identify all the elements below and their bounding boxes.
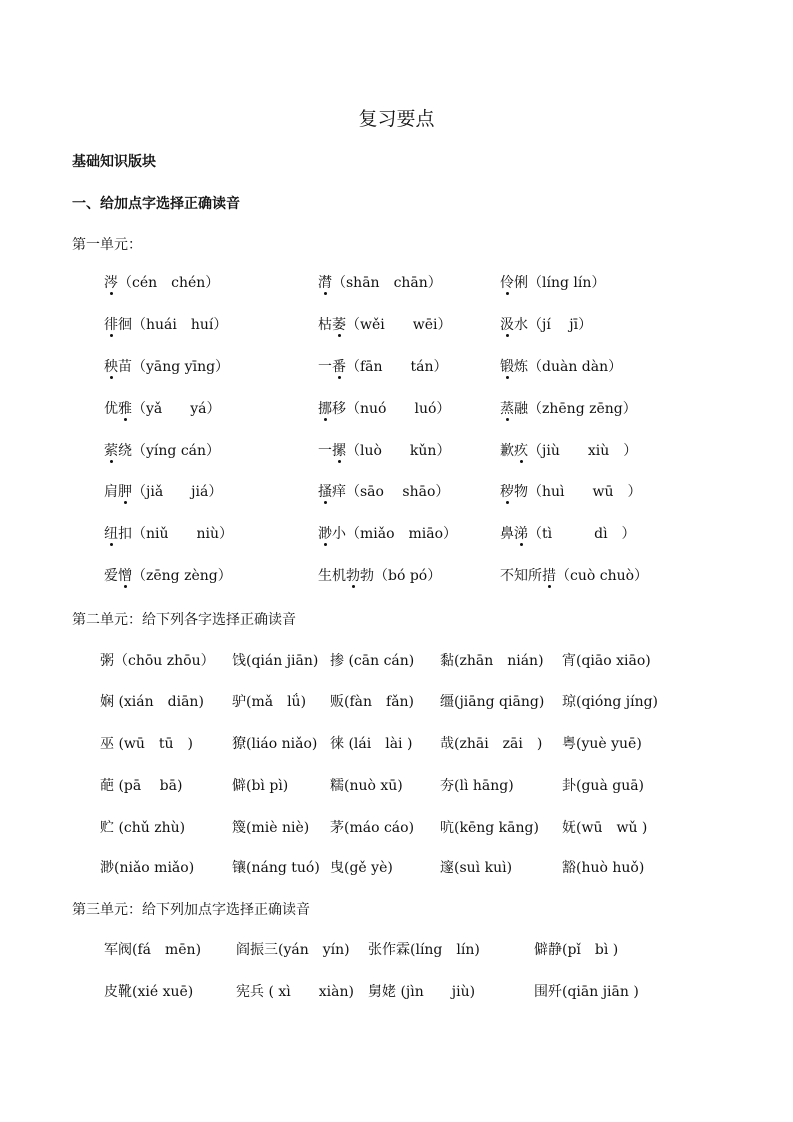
unit2-label: 第二单元：给下列各字选择正确读音 [72,612,296,628]
unit2-item: 獠(liáo niǎo) [232,736,318,752]
unit1-item: 优雅（yǎ yá） [104,401,221,417]
unit3-label: 第三单元：给下列加点字选择正确读音 [72,902,310,918]
unit1-item: 汲水（jí jī） [500,317,593,333]
unit2-item: 镶(náng tuó) [232,860,320,876]
unit3-item: 阎振三(yán yín) [236,942,350,958]
unit2-item: 僻(bì pì) [232,778,289,794]
unit1-item: 涔（cén chén） [104,275,220,291]
unit1-item: 生机勃勃（bó pó） [318,568,442,584]
unit1-item: 鼻涕（tì dì ） [500,526,636,542]
unit1-item: 萦绕（yíng cán） [104,443,221,459]
unit2-item: 粥（chōu zhōu） [100,653,215,669]
unit1-item: 潸（shān chān） [318,275,442,291]
unit2-item: 夯(lì hāng) [440,778,514,794]
unit1-item: 挪移（nuó luó） [318,401,451,417]
unit2-item: 哉(zhāi zāi ) [440,736,543,752]
unit2-item: 吭(kēng kāng) [440,820,539,836]
unit1-item: 歉疚（jiù xiù ） [500,443,638,459]
unit1-item: 不知所措（cuò chuò） [500,568,649,584]
unit2-item: 宵(qiāo xiāo) [562,653,651,669]
unit1-item: 伶俐（líng lín） [500,275,606,291]
unit2-item: 饯(qián jiān) [232,653,319,669]
unit3-item: 围歼(qiān jiān ) [534,984,639,1000]
unit1-item: 秧苗（yāng yīng） [104,359,230,375]
unit2-item: 黏(zhān nián) [440,653,544,669]
unit2-item: 渺(niǎo miǎo) [100,860,195,876]
unit3-item: 舅姥 (jìn jiù) [368,984,476,1000]
unit1-item: 纽扣（niǔ niù） [104,526,234,542]
unit1-item: 蒸融（zhēng zēng） [500,401,637,417]
unit2-item: 豁(huò huǒ) [562,860,645,876]
unit2-item: 篾(miè niè) [232,820,310,836]
unit1-item: 渺小（miǎo miāo） [318,526,458,542]
unit2-item: 徕 (lái lài ) [330,736,413,752]
unit2-item: 茅(máo cáo) [330,820,415,836]
unit2-item: 贩(fàn fǎn) [330,694,415,710]
unit2-item: 贮 (chǔ zhù) [100,820,186,836]
unit2-item: 粤(yuè yuē) [562,736,642,752]
unit2-item: 巫 (wū tū ) [100,736,194,752]
unit2-item: 糯(nuò xū) [330,778,403,794]
unit3-item: 宪兵 ( xì xiàn) [236,984,354,1000]
unit1-item: 爱憎（zēng zèng） [104,568,232,584]
unit1-item: 一摞（luò kǔn） [318,443,451,459]
unit2-item: 驴(mǎ lǘ) [232,694,307,710]
unit1-item: 枯萎（wěi wēi） [318,317,452,333]
unit2-item: 妩(wū wǔ ) [562,820,648,836]
unit2-item: 葩 (pā bā) [100,778,183,794]
unit1-item: 一番（fān tán） [318,359,448,375]
unit1-item: 徘徊（huái huí） [104,317,228,333]
page-title: 复习要点 [358,108,435,130]
unit2-item: 邃(suì kuì) [440,860,513,876]
unit2-item: 曳(gě yè) [330,860,393,876]
part-heading: 一、给加点字选择正确读音 [72,196,240,212]
section-heading: 基础知识版块 [72,154,156,170]
unit1-item: 锻炼（duàn dàn） [500,359,623,375]
unit3-item: 皮靴(xié xuē) [104,984,194,1000]
unit3-item: 张作霖(líng lín) [368,942,480,958]
unit2-item: 琼(qióng jíng) [562,694,659,710]
unit3-item: 僻静(pǐ bì ) [534,942,619,958]
unit2-item: 掺 (cān cán) [330,653,415,669]
unit2-item: 卦(guà guā) [562,778,645,794]
unit3-item: 军阀(fá mēn) [104,942,202,958]
unit2-item: 娴 (xián diān) [100,694,204,710]
unit1-item: 秽物（huì wū ） [500,484,642,500]
unit2-item: 缰(jiāng qiāng) [440,694,545,710]
unit1-label: 第一单元： [72,237,142,253]
unit1-item: 肩胛（jiǎ jiá） [104,484,223,500]
unit1-item: 搔痒（sāo shāo） [318,484,450,500]
